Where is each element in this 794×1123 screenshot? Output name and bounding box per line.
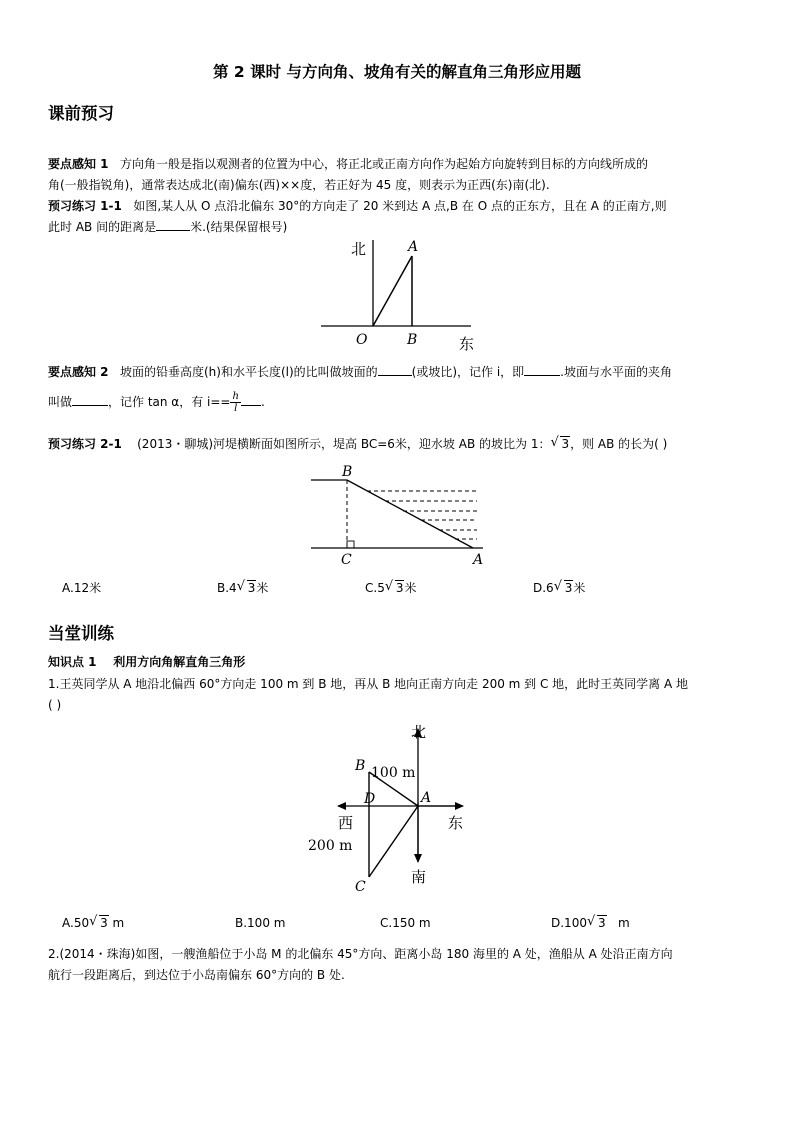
option-text: B.100 m [235,916,286,930]
option-text: D.100 [551,916,587,930]
question-2-text-line1: 2.(2014・珠海)如图，一艘渔船位于小岛 M 的北偏东 45°方向、距离小岛 180 海里的 A 处，渔船从 A 处沿正南方向 [48,947,673,961]
key-point-2-label: 要点感知 2 [48,365,109,379]
fig2-point-A: A [473,552,484,568]
fig3-south-label: 南 [411,868,427,886]
key-point-2 [48,362,768,383]
page-title: 第 2 课时 与方向角、坡角有关的解直角三角形应用题 [213,63,581,81]
key-point-2-line2 [48,390,768,414]
fig3-length-100m: 100 m [371,765,416,781]
fig3-length-200m: 200 m [308,838,353,854]
knowledge-point-1-text: 利用方向角解直角三角形 [113,655,246,669]
option-text: B.4 [217,581,237,595]
option-q1-c[interactable] [380,913,431,934]
option-unit: 米 [256,581,269,595]
question-2 [48,944,768,986]
option-q1-d[interactable] [551,913,630,934]
water-lines [367,491,477,539]
exercise-1-1-text-line1: 如图,某人从 O 点沿北偏东 30°的方向走了 20 米到达 A 点,B 在 O 点的正东方，且在 A 的正南方,则 [133,199,667,213]
knowledge-point-1-label: 知识点 1 [48,655,97,669]
sqrt-expression: √ 3 [586,914,606,930]
key-point-2-text-b1: 叫做 [48,395,73,409]
fig3-north-label: 北 [411,723,427,741]
fig2-point-C: C [341,552,352,568]
section-heading-preview: 课前预习 [48,104,114,123]
segment-OA [373,256,412,326]
question-1-text-line2: ( ) [48,698,62,712]
fraction-numerator: h [232,391,239,402]
option-text: D.6 [533,581,554,595]
fig3-point-C: C [355,879,366,895]
figure-direction-angle [315,234,495,356]
option-2-1-a[interactable] [62,578,101,599]
fig3-west-label: 西 [338,814,354,832]
exercise-2-1-text: (2013・聊城)河堤横断面如图所示，堤高 BC=6米，迎水坡 AB 的坡比为 1： [137,437,551,451]
answer-blank[interactable] [524,362,560,376]
exercise-1-1-text-line2b: 米.(结果保留根号) [190,220,288,234]
fraction-denominator: l [234,403,238,414]
exercise-1-1-label: 预习练习 1-1 [48,199,122,213]
sqrt-expression: √ 3 [550,435,570,451]
option-unit: m [606,916,630,930]
sqrt-argument: 3 [564,581,573,595]
option-2-1-b[interactable] [217,578,268,599]
section-heading-practice: 当堂训练 [48,624,114,643]
fig3-point-B: B [355,758,366,774]
question-2-text-line2: 航行一段距离后，到达位于小岛南偏东 60°方向的 B 处. [48,968,345,982]
question-1 [48,674,768,716]
sqrt-argument: 3 [597,916,606,930]
right-angle-mark [347,541,354,548]
slope-AB [347,480,473,548]
fig1-point-O: O [356,332,368,348]
option-2-1-c[interactable] [365,578,416,599]
key-point-2-text-b3: . [260,395,265,409]
option-unit: m [108,916,125,930]
option-unit: 米 [404,581,417,595]
sqrt-argument: 3 [247,581,256,595]
answer-blank[interactable] [241,392,261,406]
sqrt-expression: √ 3 [89,914,108,930]
sqrt-expression: √ 3 [236,579,256,595]
answer-blank[interactable] [378,362,412,376]
option-2-1-d[interactable] [533,578,585,599]
option-text: A.12米 [62,581,102,595]
fig3-east-label: 东 [448,814,464,832]
sqrt-argument: 3 [561,437,570,451]
exercise-2-1-label: 预习练习 2-1 [48,437,122,451]
key-point-2-text-a3: .坡面与水平面的夹角 [560,365,672,379]
key-point-1-label: 要点感知 1 [48,157,109,171]
option-q1-b[interactable] [235,913,285,934]
fig1-north-label: 北 [351,240,367,258]
key-point-1 [48,154,758,196]
fig3-point-A: A [421,790,432,806]
key-point-1-text-line1: 方向角一般是指以观测者的位置为中心，将正北或正南方向作为起始方向旋转到目标的方向线所成的 [119,157,648,171]
option-unit: 米 [573,581,586,595]
fig2-point-B: B [342,464,353,480]
option-text: C.150 m [380,916,431,930]
key-point-2-text-a1: 坡面的铅垂高度(h)和水平长度(l)的比叫做坡面的 [119,365,378,379]
key-point-2-text-a2: (或坡比)，记作 i，即 [411,365,525,379]
fraction-h-over-l [230,391,240,414]
figure-dike-cross-section [305,462,495,572]
answer-blank[interactable] [72,392,108,406]
sqrt-argument: 3 [395,581,404,595]
exercise-1-1-text-line2a: 此时 AB 间的距离是 [48,220,157,234]
option-text: C.5 [365,581,385,595]
option-q1-a[interactable] [62,913,124,934]
exercise-2-1 [48,434,768,455]
sqrt-expression: √ 3 [384,579,404,595]
option-text: A.50 [62,916,90,930]
exercise-2-1-tail: ，则 AB 的长为( ) [570,437,668,451]
key-point-2-text-b2: ，记作 tan α，有 i== [108,395,231,409]
fig1-point-A: A [408,239,419,255]
question-1-text-line1: 1.王英同学从 A 地沿北偏西 60°方向走 100 m 到 B 地，再从 B 地向正南方向走 200 m 到 C 地，此时王英同学离 A 地 [48,677,689,691]
segment-CA [369,806,418,877]
figure-compass [300,720,480,900]
fig1-point-B: B [407,332,418,348]
knowledge-point-1 [48,652,245,673]
fig3-point-D: D [364,791,376,807]
exercise-1-1 [48,196,758,238]
key-point-1-text-line2: 角(一般指锐角)，通常表达成北(南)偏东(西)××度，若正好为 45 度，则表示为正西(东)南(北). [48,178,550,192]
sqrt-expression: √ 3 [553,579,573,595]
sqrt-argument: 3 [100,916,108,930]
answer-blank[interactable] [156,217,190,231]
fig1-east-label: 东 [459,335,475,353]
